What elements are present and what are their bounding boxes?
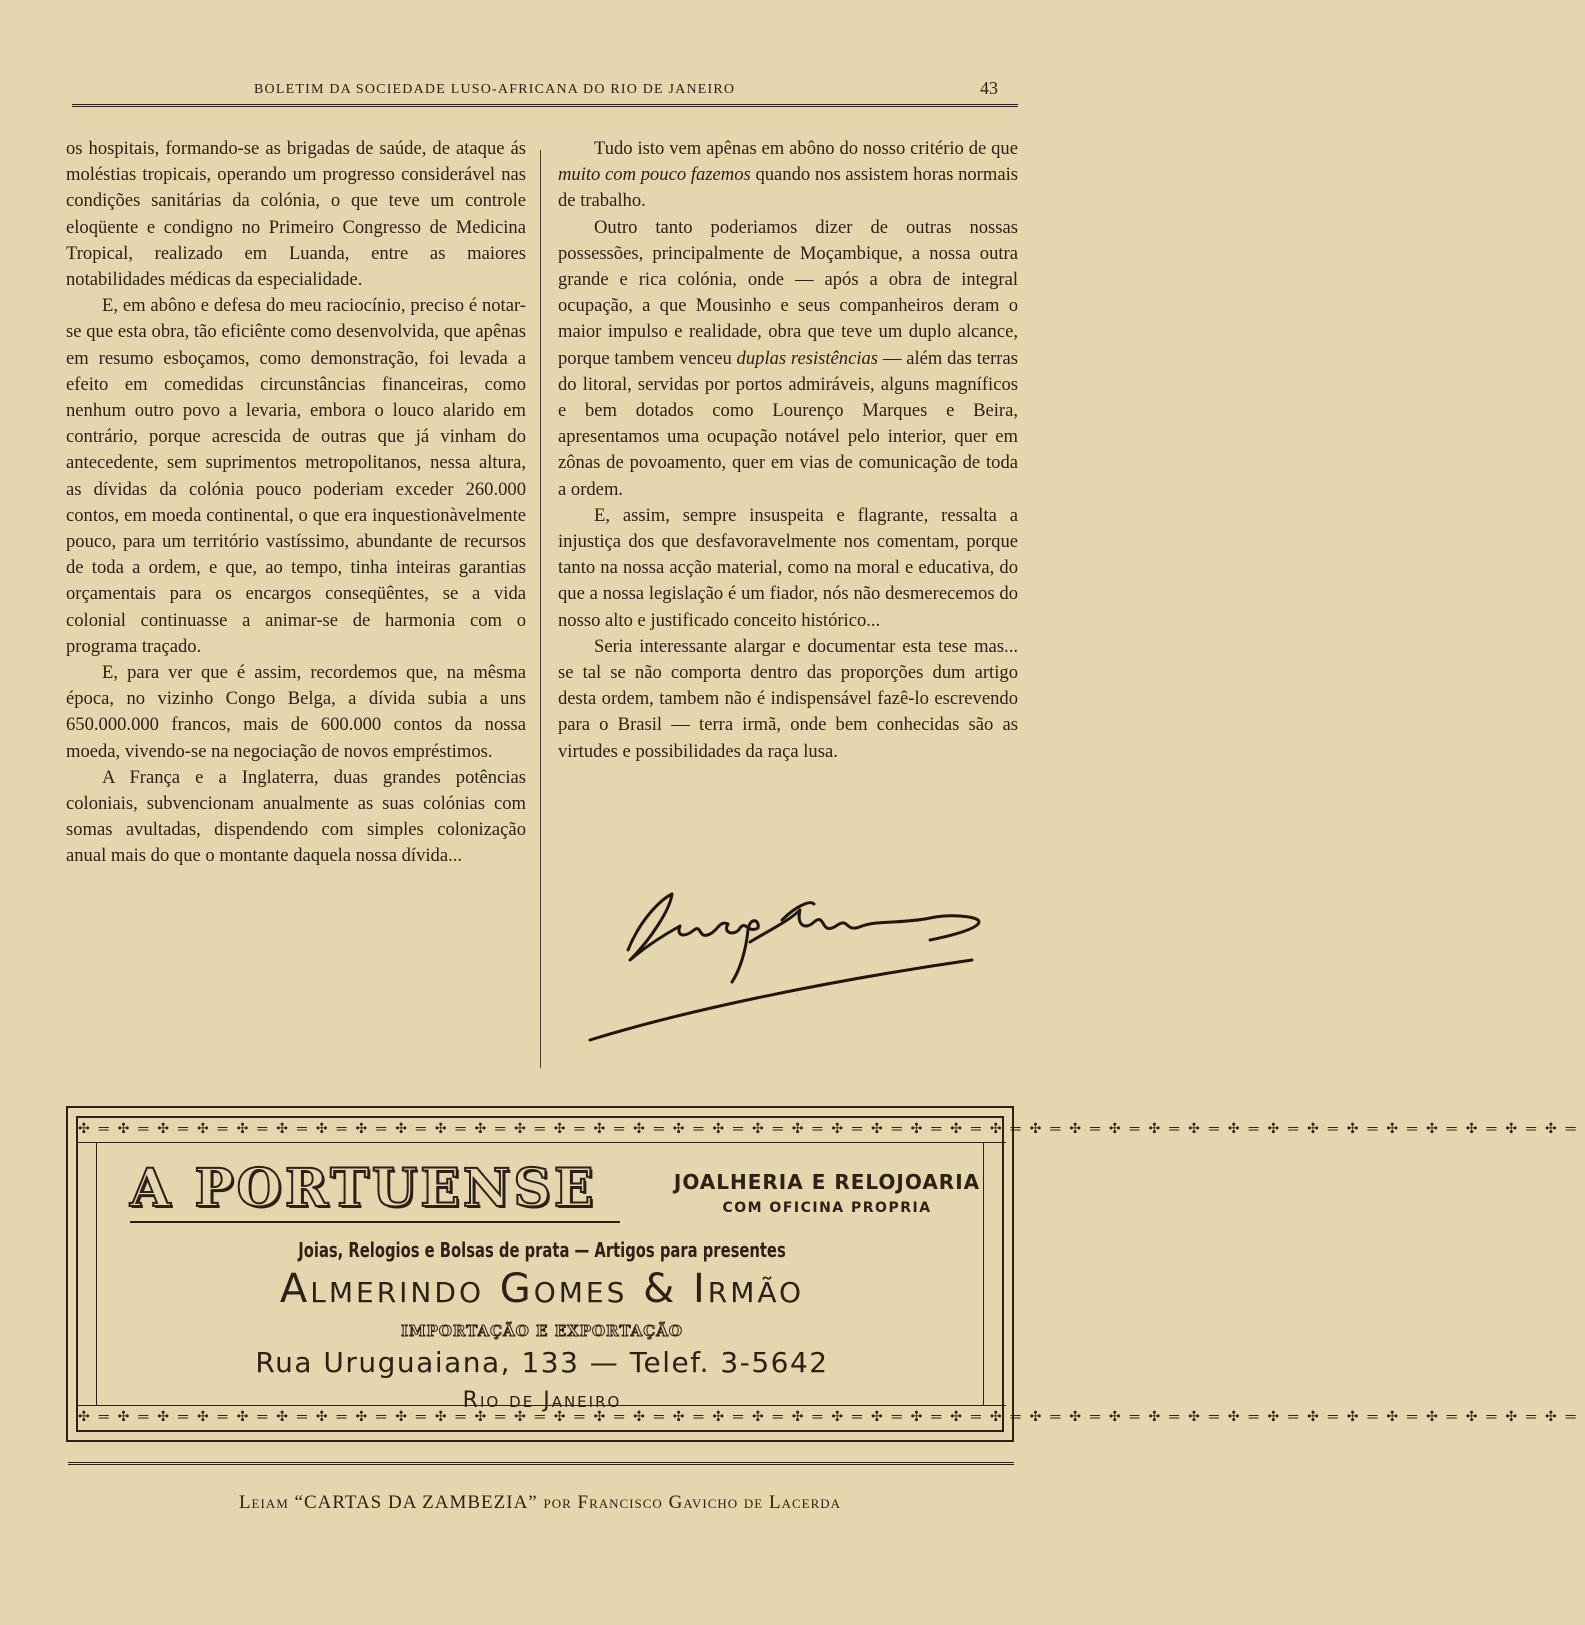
tagline: JOALHERIA E RELOJOARIA [673,1170,981,1194]
city: Rio de Janeiro [462,1388,622,1413]
brand-name: A PORTUENSE [130,1158,620,1223]
company-name: Almerindo Gomes & Irmão [279,1266,805,1312]
paragraph: E, em abôno e defesa do meu raciocínio, preciso é notar-se que esta obra, tão eficiênte como desenvolvida, que apênas em resumo esboçamos, como demonstração, foi levada a efeito em comedidas circunstâncias financeiras, como nenhum outro povo a levaria, embora o louco alarido em contrário, porque acrescida de outras que já vinham do antecedente, sem suprimentos metropolitanos, nessa altura, as dívidas da colónia pouco poderiam exceder 260.000 contos, em moeda continental, o que era inquestionàvelmente pouco, para um território vastíssimo, abundante de recursos de toda a ordem, e que, ao tempo, tinha inteiras garantias orçamentais para os encargos conseqüêntes, se a vida colonial continuasse a animar-se de harmonia com o programa traçado. [66,295,526,657]
text-run: Outro tanto poderiamos dizer de outras nossas possessões, principalmente de Moçambique, a nossa outra grande e rica colónia, onde — após a obra de integral ocupação, a que Mousinho e seus companheiros deram o maior impulso e realidade, obra que teve um duplo alcance, porque tambem venceu [558,216,1018,369]
paragraph: os hospitais, formando-se as brigadas de saúde, de ataque ás moléstias tropicais, operando um progresso considerável nas condições sanitárias da colónia, o que teve um controle eloqüente e condigno no Primeiro Congresso de Medicina Tropical, realizado em Luanda, entre as maiores notabilidades médicas da especialidade. [66,138,526,291]
footer-rule [68,1462,1014,1465]
header-rule [72,104,1018,107]
text-run: quando nos assistem horas normais de trabalho. [558,164,1018,212]
page-number: 43 [980,78,998,98]
tagline-sub: COM OFICINA PROPRIA [722,1200,932,1216]
ornamental-border-icon: ✣═✣═✣═✣═✣═✣═✣═✣═✣═✣═✣═✣═✣═✣═✣═✣═✣═✣═✣═✣═✣═✣═✣═✣═✣═✣═✣═✣═✣═✣═✣═✣═✣═✣═✣═✣═✣═✣═ [78,1405,1006,1430]
advertisement-frame [76,1116,1585,1432]
paragraph: Seria interessante alargar e documentar esta tese mas... se tal se não comporta dentro das proporções dum artigo desta ordem, tambem não é indispensável fazê-lo escrevendo para o Brasil — terra irmã, onde bem conhecidas são as virtudes e possibilidades da raça lusa. [558,635,1018,762]
trade-line: IMPORTAÇÃO E EXPORTAÇÃO [401,1322,683,1340]
emphasis: duplas resistências [736,347,879,369]
text-run: Tudo isto vem apênas em abôno do nosso critério de que [594,138,1018,159]
paragraph: A França e a Inglaterra, duas grandes potências coloniais, subvencionam anualmente as suas colónias com somas avultadas, dispendendo com simples colonização anual mais do que o montante daquela nossa dívida... [66,766,526,867]
products-line: Joias, Relogios e Bolsas de prata — Artigos para presentes [298,1238,786,1262]
paragraph: E, para ver que é assim, recordemos que, na mêsma época, no vizinho Congo Belga, a dívida subia a uns 650.000.000 francos, mais de 600.000 contos da nossa moeda, vivendo-se na negociação de novos empréstimos. [66,662,526,762]
running-header [64,78,1004,102]
advertisement [66,1106,1585,1442]
handwritten-signature-icon [600,890,1020,1060]
emphasis: muito com pouco fazemos [558,164,751,186]
paragraph: E, assim, sempre insuspeita e flagrante, ressalta a injustiça dos que desfavoravelmente nos comentam, porque tanto na nossa acção material, como na moral e educativa, do que a nossa legislação é um fiador, nós não desmerecemos do nosso alto e justificado conceito histórico... [558,504,1018,631]
paragraph [558,215,1018,503]
text-run: — além das terras do litoral, servidas por portos admiráveis, alguns magníficos e bem dotados como Lourenço Marques e Beira, apresentamos uma ocupação notável pelo interior, quer em zônas de povoamento, quer em vias de comunicação de toda a ordem. [558,347,1018,500]
footer-note: Leiam “CARTAS DA ZAMBEZIA” por Francisco Gavicho de Lacerda [238,1492,842,1513]
right-column [558,136,1018,765]
ornamental-border-icon: ✣═✣═✣═✣═✣═✣═✣═✣═✣═✣═✣═✣═✣═✣═✣═✣═✣═✣═✣═✣═✣═✣═✣═✣═✣═✣═✣═✣═✣═✣═✣═✣═✣═✣═✣═✣═✣═✣═ [78,1118,1006,1143]
paragraph [558,136,1018,215]
left-column [66,136,526,870]
journal-title: BOLETIM DA SOCIEDADE LUSO-AFRICANA DO RIO DE JANEIRO [254,82,736,97]
column-divider [540,150,541,1068]
address: Rua Uruguaiana, 133 — Telef. 3-5642 [255,1346,829,1379]
